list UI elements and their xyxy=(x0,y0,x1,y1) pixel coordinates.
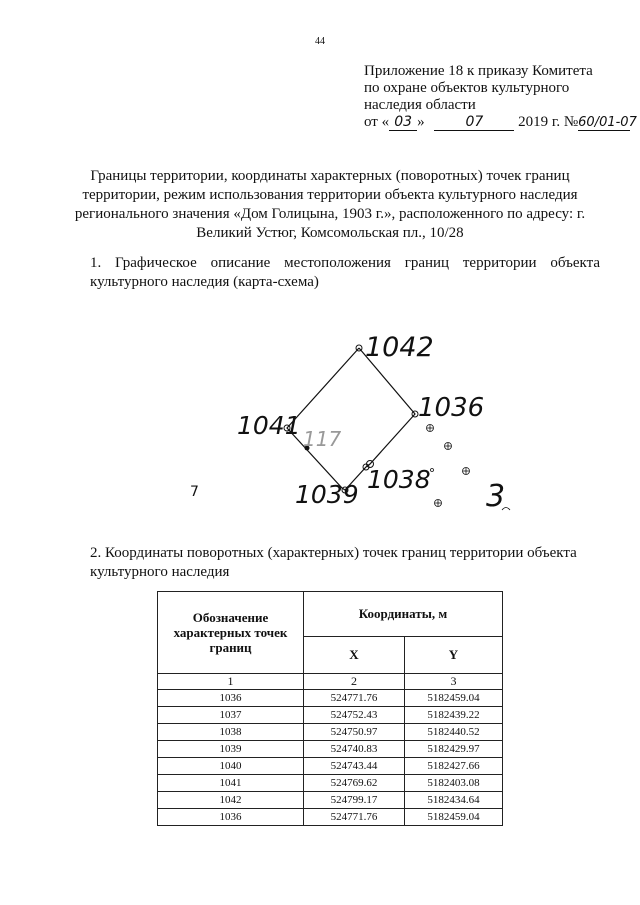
y-value: 5182459.04 xyxy=(405,809,503,826)
y-value: 5182439.22 xyxy=(405,707,503,724)
column-number-3: 3 xyxy=(405,674,503,690)
y-value: 5182403.08 xyxy=(405,775,503,792)
x-value: 524752.43 xyxy=(304,707,405,724)
y-value: 5182440.52 xyxy=(405,724,503,741)
handwritten-month: 07 xyxy=(434,115,514,131)
x-value: 524799.17 xyxy=(304,792,405,809)
appendix-line-2: по охране объектов культурного xyxy=(364,80,570,96)
x-value: 524771.76 xyxy=(304,809,405,826)
appendix-line-3: наследия области xyxy=(364,97,476,113)
column-number-2: 2 xyxy=(304,674,405,690)
table-row xyxy=(158,741,503,758)
table-row xyxy=(158,792,503,809)
table-row xyxy=(158,707,503,724)
appendix-line-1: Приложение 18 к приказу Комитета xyxy=(364,63,593,79)
point-id: 1037 xyxy=(158,707,304,724)
label-1042: 1042 xyxy=(365,332,434,363)
section-1-heading: 1. Графическое описание местоположения границ территории объекта культурного наследия (карта-схема) xyxy=(90,255,600,290)
handwritten-day: 03 xyxy=(389,115,417,131)
appendix-date-line xyxy=(364,114,637,131)
header-x: X xyxy=(304,637,405,674)
label-parcel: 117 xyxy=(303,427,342,451)
point-id: 1041 xyxy=(158,775,304,792)
label-left-number: 7 xyxy=(190,484,199,500)
document-title: Границы территории, координаты характерных (поворотных) точек границ территории, режим использования территории объекта культурного наследия регионального значения «Дом Голицына, 1903 г.», расположенного по адресу: г. Великий Устюг, Комсомольская пл., 10/28 xyxy=(74,168,586,241)
header-y: Y xyxy=(405,637,503,674)
header-coordinates: Координаты, м xyxy=(304,592,503,637)
x-value: 524750.97 xyxy=(304,724,405,741)
section-2-heading: 2. Координаты поворотных (характерных) точек границ территории объекта культурного наследия xyxy=(90,545,577,580)
boundary-map xyxy=(190,318,530,528)
point-id: 1040 xyxy=(158,758,304,775)
point-id: 1042 xyxy=(158,792,304,809)
label-1036: 1036 xyxy=(418,393,485,423)
date-prefix: от « xyxy=(364,114,390,130)
label-1041: 1041 xyxy=(237,411,301,440)
label-1039: 1039 xyxy=(295,480,359,509)
table-row xyxy=(158,758,503,775)
x-value: 524769.62 xyxy=(304,775,405,792)
header-designation: Обозначение характерных точек границ xyxy=(158,592,304,674)
x-value: 524740.83 xyxy=(304,741,405,758)
y-value: 5182459.04 xyxy=(405,690,503,707)
point-id: 1038 xyxy=(158,724,304,741)
coordinates-table xyxy=(157,591,503,826)
handwritten-order-number: 60/01-07 xyxy=(578,115,637,130)
point-id: 1036 xyxy=(158,809,304,826)
point-id: 1039 xyxy=(158,741,304,758)
label-right-number: 3 xyxy=(486,479,506,514)
appendix-header xyxy=(364,63,637,131)
x-value: 524771.76 xyxy=(304,690,405,707)
x-value: 524743.44 xyxy=(304,758,405,775)
y-value: 5182429.97 xyxy=(405,741,503,758)
table-row xyxy=(158,724,503,741)
page-number: 44 xyxy=(315,36,325,47)
y-value: 5182427.66 xyxy=(405,758,503,775)
y-value: 5182434.64 xyxy=(405,792,503,809)
point-id: 1036 xyxy=(158,690,304,707)
date-mid: » xyxy=(417,114,425,130)
table-row xyxy=(158,809,503,826)
year-text: 2019 г. № xyxy=(518,114,579,130)
table-row xyxy=(158,775,503,792)
column-number-1: 1 xyxy=(158,674,304,690)
table-row xyxy=(158,690,503,707)
label-1038: 1038 xyxy=(367,465,431,494)
